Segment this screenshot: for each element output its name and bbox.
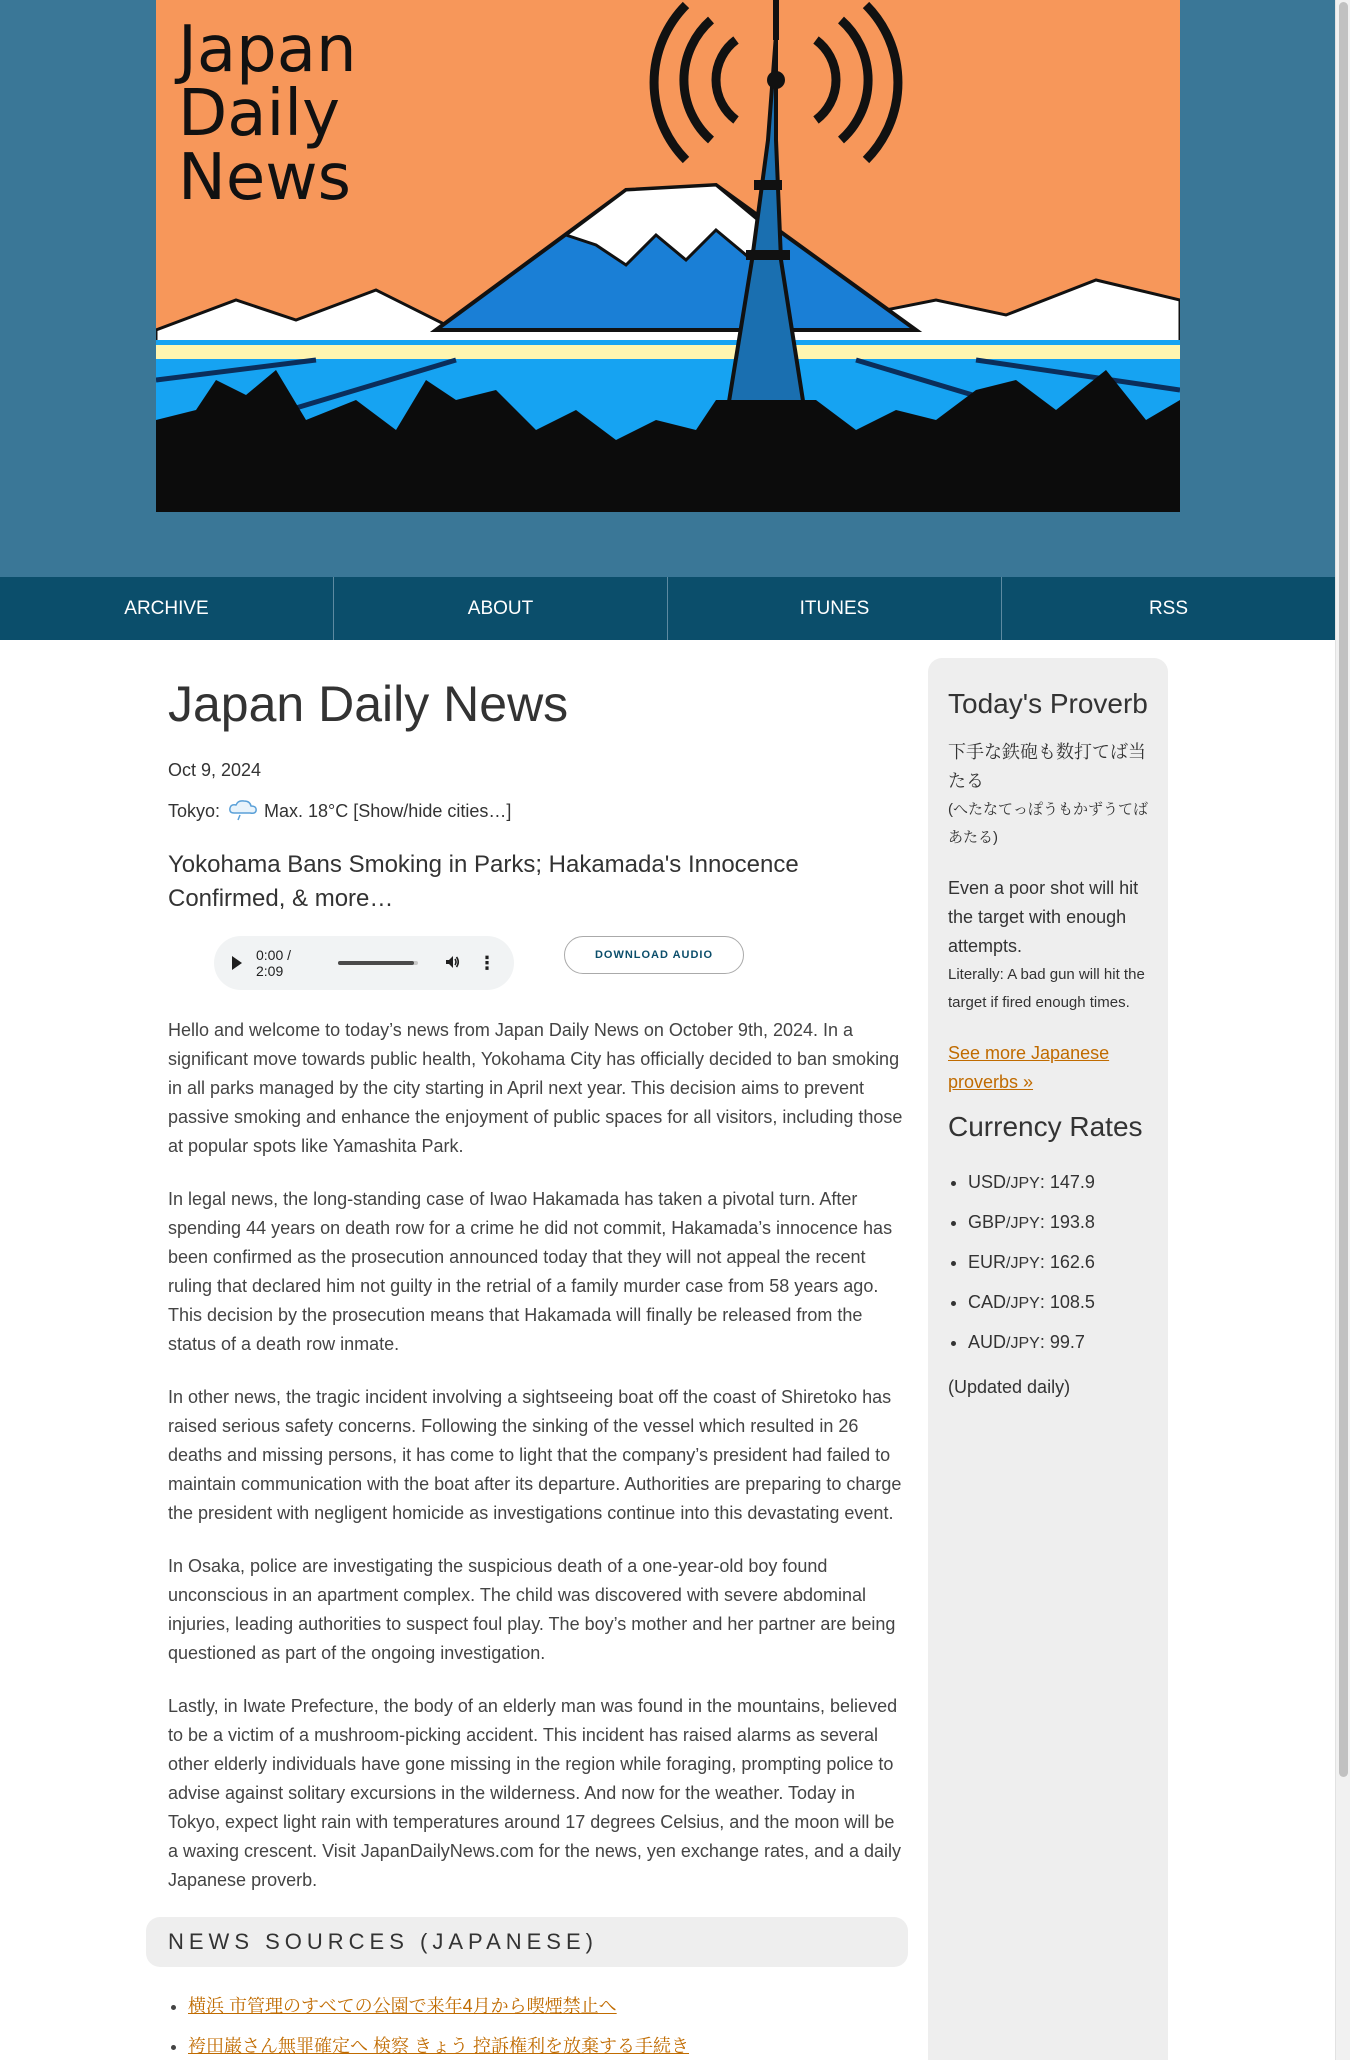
- source-link-1[interactable]: 横浜 市管理のすべての公園で来年4月から喫煙禁止へ: [188, 1996, 617, 2016]
- list-item: [188, 1986, 908, 2026]
- logo-line-2: Daily: [178, 77, 340, 151]
- news-sources-heading: NEWS SOURCES (JAPANESE): [146, 1917, 908, 1967]
- more-proverbs-link[interactable]: See more Japanese proverbs »: [948, 1043, 1110, 1092]
- news-sources-list: [188, 1986, 908, 2060]
- weather-city: Tokyo:: [168, 801, 221, 821]
- audio-row: [214, 936, 908, 990]
- rates-updated-note: (Updated daily): [948, 1377, 1071, 1397]
- rate-pair-suffix: /JPY: [1006, 1295, 1040, 1312]
- rate-value: : 108.5: [1039, 1292, 1095, 1312]
- audio-progress-bar[interactable]: [338, 961, 418, 965]
- page-title: Japan Daily News: [168, 676, 569, 732]
- currency-list: [968, 1163, 1148, 1363]
- list-item: [968, 1243, 1148, 1283]
- rate-pair: CAD: [968, 1292, 1007, 1312]
- rate-value: : 147.9: [1039, 1172, 1095, 1192]
- main-content: [168, 640, 908, 1919]
- scrollbar-thumb[interactable]: [1339, 2, 1348, 1777]
- proverb-japanese: 下手な鉄砲も数打てば当たる: [948, 742, 1146, 791]
- proverb-literal: Literally: A bad gun will hit the target if fired enough times.: [948, 966, 1145, 1011]
- rate-pair-suffix: /JPY: [1006, 1215, 1040, 1232]
- list-item: [968, 1203, 1148, 1243]
- logo-line-1: Japan: [178, 13, 357, 87]
- page-scrollbar[interactable]: [1335, 0, 1350, 2060]
- weather-line: [168, 797, 908, 826]
- article-body: [168, 1016, 908, 1895]
- nav-about[interactable]: ABOUT: [334, 577, 668, 640]
- nav-itunes[interactable]: ITUNES: [668, 577, 1002, 640]
- rate-pair-suffix: /JPY: [1006, 1255, 1040, 1272]
- more-options-icon[interactable]: ⋮: [478, 952, 496, 973]
- light-rain-cloud-icon: [228, 797, 258, 826]
- site-header: [0, 0, 1335, 577]
- play-icon[interactable]: [232, 956, 242, 970]
- nav-archive[interactable]: ARCHIVE: [0, 577, 334, 640]
- rate-pair-suffix: /JPY: [1006, 1335, 1040, 1352]
- site-logo[interactable]: [178, 13, 357, 215]
- nav-rss[interactable]: RSS: [1148, 597, 1189, 619]
- rate-pair-suffix: /JPY: [1006, 1175, 1040, 1192]
- list-item: [968, 1283, 1148, 1323]
- rate-pair: USD: [968, 1172, 1007, 1192]
- currency-title: Currency Rates: [948, 1111, 1143, 1142]
- episode-headline: Yokohama Bans Smoking in Parks; Hakamada's Innocence Confirmed, & more…: [168, 851, 799, 912]
- paragraph: In other news, the tragic incident involving a sightseeing boat off the coast of Shiretoko has raised serious safety concerns. Following the sinking of the vessel which resulted in 26 deaths and missing persons, it has come to light that the company’s president had failed to maintain communication with the boat after its departure. Authorities are preparing to charge the president with negligent homicide as investigations continue into this devastating event.: [168, 1387, 902, 1523]
- audio-time: 0:00 / 2:09: [256, 947, 292, 979]
- volume-icon[interactable]: [444, 954, 460, 973]
- paragraph: In legal news, the long-standing case of Iwao Hakamada has taken a pivotal turn. After spending 44 years on death row for a crime he did not commit, Hakamada’s innocence has been confirmed as the prosecution announced today that they will not appeal the recent ruling that declared him not guilty in the retrial of a family murder case from 58 years ago. This decision by the prosecution means that Hakamada will finally be released from the status of a death row inmate.: [168, 1189, 893, 1354]
- rate-pair: EUR: [968, 1252, 1007, 1272]
- rate-pair: GBP: [968, 1212, 1007, 1232]
- paragraph: Hello and welcome to today’s news from Japan Daily News on October 9th, 2024. In a significant move towards public health, Yokohama City has officially decided to ban smoking in all parks managed by the city starting in April next year. This decision aims to prevent passive smoking and enhance the enjoyment of public spaces for all visitors, including those at popular spots like Yamashita Park.: [168, 1020, 903, 1156]
- rate-value: : 193.8: [1039, 1212, 1095, 1232]
- post-date: Oct 9, 2024: [168, 760, 262, 780]
- logo-line-3: News: [178, 141, 351, 215]
- proverb-reading: (へたなてっぽうもかずうてばあたる): [948, 801, 1148, 846]
- source-link-2[interactable]: 袴田巌さん無罪確定へ 検察 きょう 控訴権利を放棄する手続き: [188, 2036, 690, 2056]
- paragraph: In Osaka, police are investigating the suspicious death of a one-year-old boy found unconscious in an apartment complex. The child was discovered with severe abdominal injuries, leading authorities to suspect foul play. The boy’s mother and her partner are being questioned as part of the ongoing investigation.: [168, 1556, 896, 1663]
- banner-image: [156, 0, 1180, 512]
- weather-temp: Max. 18°C: [264, 801, 349, 821]
- main-nav: [0, 577, 1335, 640]
- list-item: [968, 1323, 1148, 1363]
- rate-pair: AUD: [968, 1332, 1007, 1352]
- download-audio-button[interactable]: DOWNLOAD AUDIO: [564, 936, 744, 974]
- toggle-cities-link[interactable]: [Show/hide cities…]: [353, 801, 512, 821]
- list-item: [968, 1163, 1148, 1203]
- proverb-translation: Even a poor shot will hit the target with enough attempts.: [948, 878, 1139, 956]
- paragraph: Lastly, in Iwate Prefecture, the body of an elderly man was found in the mountains, believed to be a victim of a mushroom-picking accident. This incident has raised alarms as several other elderly individuals have gone missing in the region while foraging, prompting police to advise against solitary excursions in the wilderness. And now for the weather. Today in Tokyo, expect light rain with temperatures around 17 degrees Celsius, and the moon will be a waxing crescent. Visit JapanDailyNews.com for the news, yen exchange rates, and a daily Japanese proverb.: [168, 1696, 902, 1890]
- audio-player[interactable]: [214, 936, 514, 990]
- proverb-title: Today's Proverb: [948, 688, 1148, 719]
- rate-value: : 162.6: [1039, 1252, 1095, 1272]
- sidebar: [928, 658, 1168, 2060]
- list-item: [188, 2026, 908, 2060]
- rate-value: : 99.7: [1039, 1332, 1085, 1352]
